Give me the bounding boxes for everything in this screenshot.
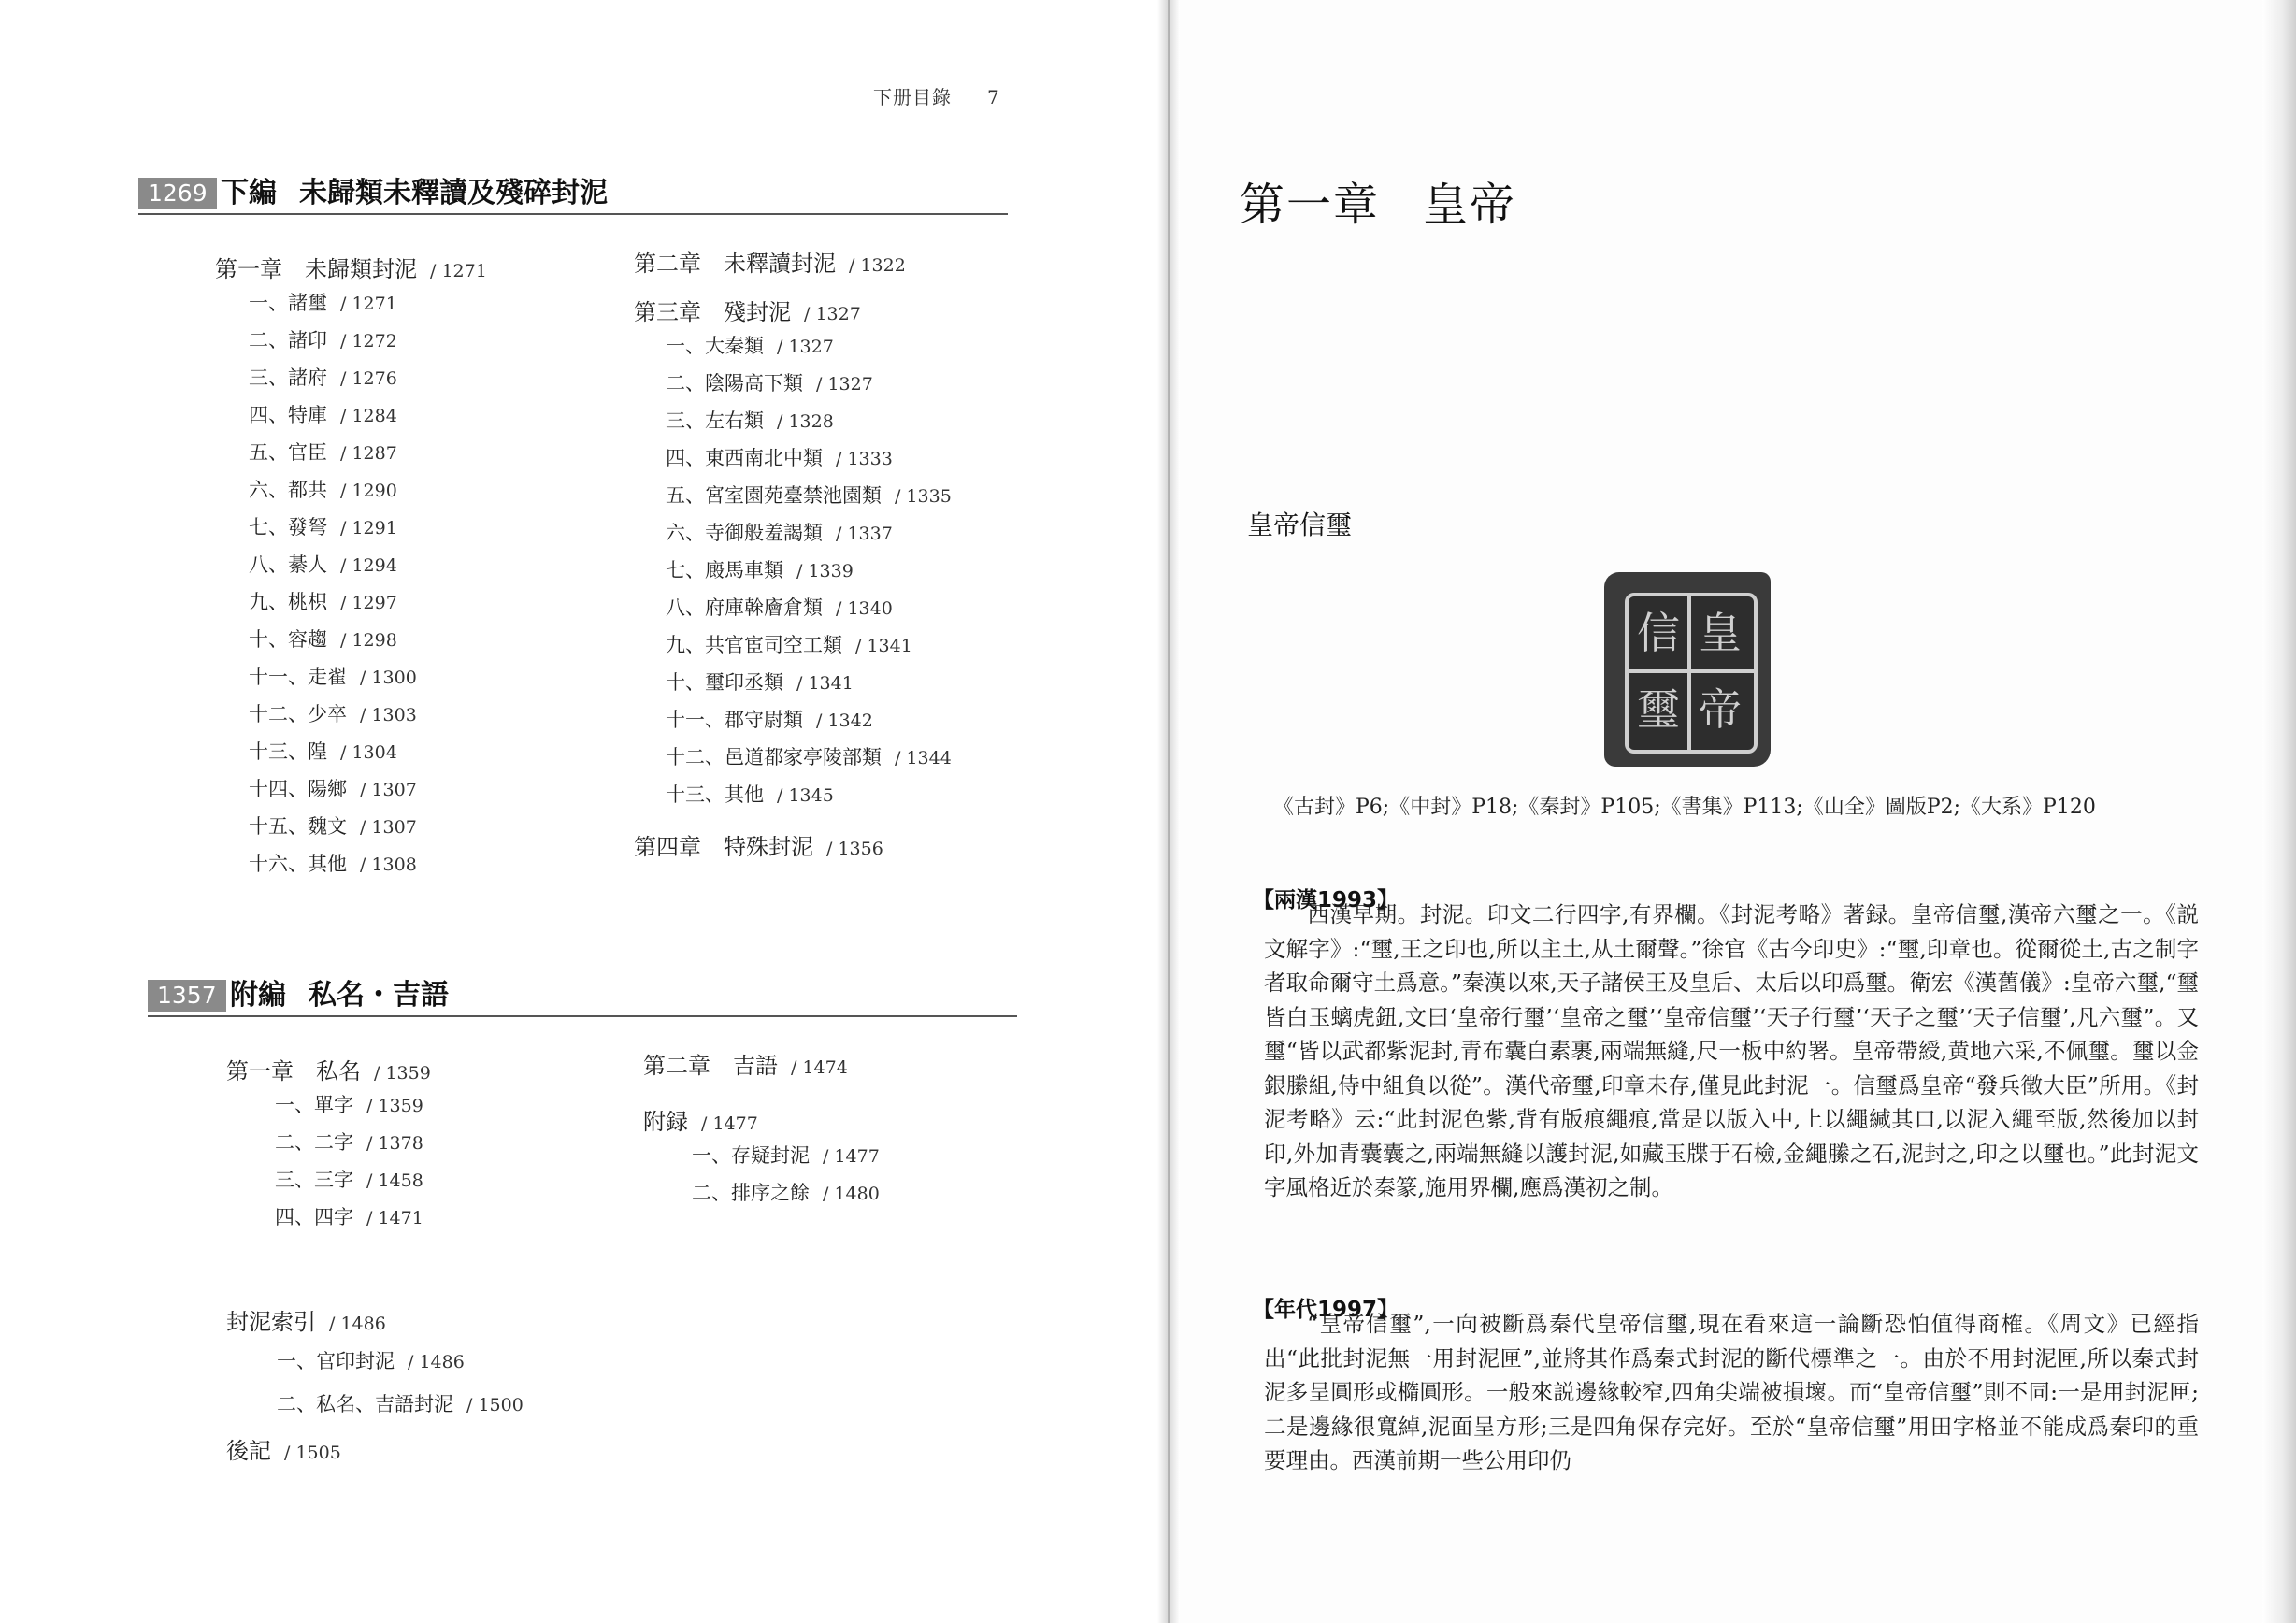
toc-entry-title: 第一章 私名 <box>226 1058 361 1084</box>
toc-page-number: 1486 <box>340 1314 386 1334</box>
toc-chapter: 附録 / 1477 <box>643 1109 758 1135</box>
chapter-number: 第一章 <box>1240 179 1381 231</box>
toc-page-number: 1304 <box>352 742 397 763</box>
running-head-title: 下册目錄 <box>873 86 952 108</box>
toc-entry-title: 七、發弩 <box>249 516 327 539</box>
toc-entry-title: 十、容趨 <box>249 628 327 651</box>
toc-entry-title: 十一、走翟 <box>249 666 347 688</box>
toc-page-number: 1308 <box>371 855 417 875</box>
toc-entry-title: 九、共官宦司空工類 <box>666 634 842 656</box>
toc-page-number: 1328 <box>788 411 834 432</box>
toc-entry-title: 一、諸璽 <box>249 292 327 314</box>
toc-entry: 二、二字 / 1378 <box>275 1131 423 1154</box>
seal-char: 信 <box>1637 608 1680 658</box>
toc-page-number: 1307 <box>371 817 417 838</box>
toc-page-number: 1322 <box>860 255 906 276</box>
toc-entry: 十一、郡守尉類 / 1342 <box>666 709 873 731</box>
toc-entry: 八、綦人 / 1294 <box>249 553 397 576</box>
toc-page-number: 1291 <box>352 518 397 539</box>
toc-page-number: 1307 <box>371 780 417 800</box>
toc-page-number: 1378 <box>378 1133 423 1154</box>
toc-entry-title: 六、寺御般羞謁類 <box>666 522 823 544</box>
toc-entry-title: 六、都共 <box>249 479 327 501</box>
toc-chapter: 第二章 未釋讀封泥 / 1322 <box>634 251 906 277</box>
part-title-label: 附編 <box>230 979 286 1012</box>
toc-entry: 十一、走翟 / 1300 <box>249 666 417 688</box>
part-title <box>221 176 608 211</box>
toc-page-number: 1477 <box>834 1146 880 1167</box>
toc-page-number: 1339 <box>808 561 854 582</box>
toc-entry-title: 五、宮室園苑臺禁池園類 <box>666 484 882 507</box>
running-head-page-number: 7 <box>987 86 1000 108</box>
toc-page-number: 1287 <box>352 443 397 464</box>
toc-chapter: 第一章 私名 / 1359 <box>226 1058 431 1084</box>
toc-entry-title: 十三、隍 <box>249 740 327 763</box>
toc-entry: 八、府庫榦廥倉類 / 1340 <box>666 596 893 619</box>
seal-face <box>1625 593 1758 754</box>
part-page-number: 1269 <box>138 178 217 209</box>
seal-char: 皇 <box>1699 608 1742 658</box>
toc-page-number: 1272 <box>352 331 397 352</box>
toc-entry: 十五、魏文 / 1307 <box>249 815 417 838</box>
reference-list: 《古封》P6;《中封》P18;《秦封》P105;《書集》P113;《山全》圖版P2;《大系》P120 <box>1273 796 2096 819</box>
entry-text <box>1264 1307 2199 1478</box>
toc-page-number: 1359 <box>378 1096 423 1116</box>
toc-entry-title: 七、廄馬車類 <box>666 559 783 582</box>
toc-entry: 三、諸府 / 1276 <box>249 366 397 389</box>
toc-entry: 五、官臣 / 1287 <box>249 441 397 464</box>
toc-entry: 十四、陽鄉 / 1307 <box>249 778 417 800</box>
toc-chapter: 第二章 吉語 / 1474 <box>643 1053 848 1079</box>
toc-entry: 七、廄馬車類 / 1339 <box>666 559 854 582</box>
toc-entry: 三、三字 / 1458 <box>275 1169 423 1191</box>
toc-entry-title: 十一、郡守尉類 <box>666 709 803 731</box>
toc-entry: 十三、隍 / 1304 <box>249 740 397 763</box>
toc-page-number: 1471 <box>378 1208 423 1228</box>
toc-entry-title: 四、四字 <box>275 1206 353 1228</box>
toc-entry-title: 第二章 未釋讀封泥 <box>634 251 836 277</box>
book-gutter <box>1157 0 1180 1623</box>
chapter-title <box>1240 168 1516 233</box>
entry-label: 【兩漢1993】 <box>1253 888 1399 912</box>
part-header-2 <box>148 978 1017 1017</box>
right-page <box>1169 0 2296 1623</box>
toc-entry: 五、宮室園苑臺禁池園類 / 1335 <box>666 484 952 507</box>
toc-entry-title: 二、陰陽高下類 <box>666 372 803 395</box>
toc-entry: 九、桃枳 / 1297 <box>249 591 397 613</box>
entry-body: 西漢早期。封泥。印文二行四字,有界欄。《封泥考略》著録。皇帝信璽,漢帝六璽之一。《説文解字》:“璽,王之印也,所以主土,从土爾聲。”徐官《古今印史》:“璽,印章也。從爾從土,古之制字者取命爾守土爲意。”秦漢以來,天子諸侯王及皇后、太后以印爲璽。衛宏《漢舊儀》:皇帝六璽,“璽皆白玉螭虎鈕,文曰‘皇帝行璽’‘皇帝之璽’‘皇帝信璽’‘天子行璽’‘天子之璽’‘天子信璽’,凡六璽”。又璽“皆以武都紫泥封,青布囊白素裹,兩端無縫,尺一板中約署。皇帝帶綬,黄地六采,不佩璽。璽以金銀縢組,侍中組負以從”。漢代帝璽,印章未存,僅見此封泥一。信璽爲皇帝“發兵徵大臣”所用。《封泥考略》云:“此封泥色紫,背有版痕繩痕,當是以版入中,上以繩緘其口,以泥入繩至版,然後加以封印,外加青囊囊之,兩端無縫以護封泥,如藏玉牒于石檢,金繩縢之石,泥封之,印之以璽也。”此封泥文字風格近於秦篆,施用界欄,應爲漢初之制。 <box>1264 901 2199 1200</box>
toc-entry-title: 三、諸府 <box>249 366 327 389</box>
part-title-text: 私名・吉語 <box>309 979 449 1012</box>
toc-entry-title: 三、三字 <box>275 1169 353 1191</box>
toc-entry: 四、特庫 / 1284 <box>249 404 397 426</box>
toc-entry: 十六、其他 / 1308 <box>249 853 417 875</box>
toc-entry: 十、璽印丞類 / 1341 <box>666 671 854 694</box>
toc-page-number: 1356 <box>838 839 883 859</box>
toc-entry-title: 十六、其他 <box>249 853 347 875</box>
toc-page-number: 1284 <box>352 406 397 426</box>
toc-chapter: 第四章 特殊封泥 / 1356 <box>634 834 883 860</box>
toc-page-number: 1276 <box>352 368 397 389</box>
toc-page-number: 1337 <box>847 524 893 544</box>
toc-page-number: 1345 <box>788 785 834 806</box>
toc-page-number: 1303 <box>371 705 417 725</box>
toc-page-number: 1327 <box>827 374 873 395</box>
toc-entry-title: 十、璽印丞類 <box>666 671 783 694</box>
seal-char: 璽 <box>1637 684 1680 735</box>
toc-entry: 十二、邑道都家亭陵部類 / 1344 <box>666 746 952 768</box>
toc-page-number: 1340 <box>847 598 893 619</box>
toc-entry: 七、發弩 / 1291 <box>249 516 397 539</box>
toc-entry: 六、都共 / 1290 <box>249 479 397 501</box>
seal-char: 帝 <box>1699 684 1742 735</box>
toc-entry: 二、陰陽高下類 / 1327 <box>666 372 873 395</box>
toc-entry-title: 二、二字 <box>275 1131 353 1154</box>
toc-entry-title: 一、單字 <box>275 1094 353 1116</box>
part-title-text: 未歸類未釋讀及殘碎封泥 <box>299 177 608 209</box>
toc-page-number: 1290 <box>352 481 397 501</box>
toc-entry-title: 第一章 未歸類封泥 <box>215 256 417 282</box>
part-header-1 <box>138 176 1008 215</box>
toc-entry: 九、共官宦司空工類 / 1341 <box>666 634 912 656</box>
section-title: 皇帝信璽 <box>1247 510 1353 540</box>
toc-page-number: 1505 <box>295 1443 341 1463</box>
toc-entry-title: 二、諸印 <box>249 329 327 352</box>
toc-entry: 六、寺御般羞謁類 / 1337 <box>666 522 893 544</box>
toc-page-number: 1300 <box>371 668 417 688</box>
toc-entry-title: 一、大秦類 <box>666 335 764 357</box>
toc-entry: 一、諸璽 / 1271 <box>249 292 397 314</box>
toc-entry-title: 五、官臣 <box>249 441 327 464</box>
toc-entry-title: 十五、魏文 <box>249 815 347 838</box>
toc-entry: 四、四字 / 1471 <box>275 1206 423 1228</box>
toc-page-number: 1327 <box>815 304 861 324</box>
toc-entry: 十、容趨 / 1298 <box>249 628 397 651</box>
toc-page-number: 1294 <box>352 555 397 576</box>
toc-chapter: 封泥索引 / 1486 <box>226 1309 386 1335</box>
toc-page-number: 1477 <box>712 1113 758 1134</box>
entry-body: “皇帝信璽”,一向被斷爲秦代皇帝信璽,現在看來這一論斷恐怕值得商榷。《周文》已經指出“此批封泥無一用封泥匣”,並將其作爲秦式封泥的斷代標準之一。由於不用封泥匣,所以秦式封泥多呈圓形或橢圓形。一般來説邊緣較窄,四角尖端被損壞。而“皇帝信璽”則不同:一是用封泥匣;二是邊緣很寬綽,泥面呈方形;三是四角保存完好。至於“皇帝信璽”用田字格並不能成爲秦印的重要理由。西漢前期一些公用印仍 <box>1264 1311 2199 1473</box>
toc-entry-title: 四、東西南北中類 <box>666 447 823 469</box>
toc-entry-title: 一、存疑封泥 <box>692 1144 810 1167</box>
page-edge <box>2262 0 2296 1623</box>
toc-entry: 二、排序之餘 / 1480 <box>692 1182 880 1204</box>
toc-page-number: 1271 <box>352 294 397 314</box>
toc-chapter: 後記 / 1505 <box>226 1438 341 1464</box>
toc-page-number: 1458 <box>378 1171 423 1191</box>
toc-entry: 一、官印封泥 / 1486 <box>277 1350 465 1372</box>
chapter-name: 皇帝 <box>1423 179 1517 231</box>
toc-entry-title: 二、排序之餘 <box>692 1182 810 1204</box>
toc-entry-title: 第二章 吉語 <box>643 1053 778 1079</box>
toc-entry-title: 三、左右類 <box>666 409 764 432</box>
toc-entry-title: 八、綦人 <box>249 553 327 576</box>
seal-impression-image <box>1604 572 1771 767</box>
toc-entry-title: 二、私名、吉語封泥 <box>277 1393 453 1415</box>
toc-page-number: 1341 <box>867 636 912 656</box>
toc-entry-title: 十二、少卒 <box>249 703 347 725</box>
toc-entry: 十二、少卒 / 1303 <box>249 703 417 725</box>
toc-entry-title: 一、官印封泥 <box>277 1350 395 1372</box>
toc-entry-title: 十三、其他 <box>666 783 764 806</box>
entry-text <box>1264 898 2199 1205</box>
toc-entry: 二、諸印 / 1272 <box>249 329 397 352</box>
toc-page-number: 1271 <box>441 261 487 281</box>
toc-page-number: 1341 <box>808 673 854 694</box>
toc-page-number: 1480 <box>834 1184 880 1204</box>
toc-entry: 二、私名、吉語封泥 / 1500 <box>277 1393 524 1415</box>
toc-entry: 一、單字 / 1359 <box>275 1094 423 1116</box>
toc-entry: 十三、其他 / 1345 <box>666 783 834 806</box>
toc-entry: 四、東西南北中類 / 1333 <box>666 447 893 469</box>
part-title <box>230 978 449 1013</box>
toc-entry-title: 第四章 特殊封泥 <box>634 834 813 860</box>
toc-entry-title: 第三章 殘封泥 <box>634 299 791 325</box>
toc-chapter: 第三章 殘封泥 / 1327 <box>634 299 861 325</box>
toc-page-number: 1335 <box>906 486 952 507</box>
toc-page-number: 1344 <box>906 748 952 768</box>
toc-entry-title: 十二、邑道都家亭陵部類 <box>666 746 882 768</box>
toc-page-number: 1474 <box>802 1057 848 1078</box>
toc-page-number: 1333 <box>847 449 893 469</box>
toc-page-number: 1486 <box>419 1352 465 1372</box>
part-page-number: 1357 <box>148 980 226 1012</box>
part-title-label: 下編 <box>221 177 277 209</box>
entry-label: 【年代1997】 <box>1253 1298 1399 1322</box>
toc-page-number: 1297 <box>352 593 397 613</box>
toc-entry-title: 十四、陽鄉 <box>249 778 347 800</box>
running-head <box>873 82 1000 109</box>
toc-page-number: 1500 <box>478 1395 524 1415</box>
toc-chapter: 第一章 未歸類封泥 / 1271 <box>215 256 487 282</box>
toc-page-number: 1359 <box>385 1063 431 1084</box>
toc-entry-title: 附録 <box>643 1109 688 1135</box>
toc-entry-title: 後記 <box>226 1438 271 1464</box>
toc-page-number: 1327 <box>788 337 834 357</box>
toc-page-number: 1342 <box>827 711 873 731</box>
toc-entry: 三、左右類 / 1328 <box>666 409 834 432</box>
toc-page-number: 1298 <box>352 630 397 651</box>
toc-entry: 一、大秦類 / 1327 <box>666 335 834 357</box>
toc-entry-title: 八、府庫榦廥倉類 <box>666 596 823 619</box>
toc-entry-title: 封泥索引 <box>226 1309 316 1335</box>
toc-entry: 一、存疑封泥 / 1477 <box>692 1144 880 1167</box>
toc-entry-title: 九、桃枳 <box>249 591 327 613</box>
toc-entry-title: 四、特庫 <box>249 404 327 426</box>
